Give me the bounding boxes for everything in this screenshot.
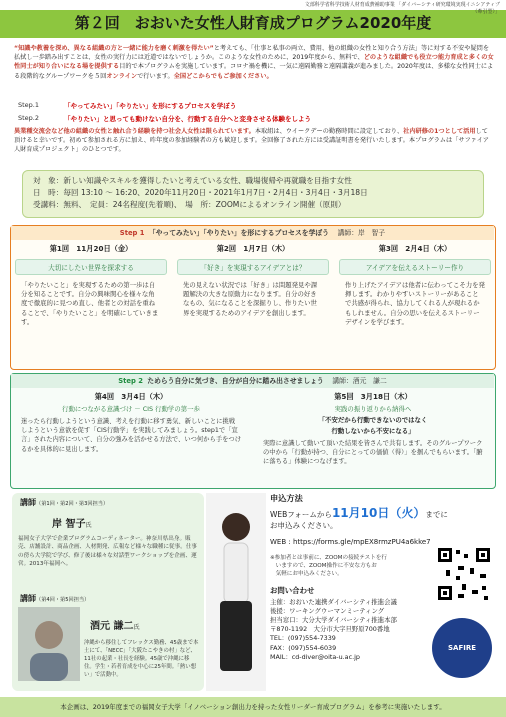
person-icon [206, 493, 266, 691]
program-description: 異業種交流会など他の組織の女性と触れ合う経験を持つ社会人女性は限られています。本取組は、ウイークデーの勤務時間に設定しており、社内研修の1つとして活用して頂けると幸いです。初めて参加される方に加え、昨年度の参加経験者の方も歓迎します。全回修了された方には受講証明書を発行いたします。本プログラムは「サファイア人財育成プロジェクト」のひとつです。 [14, 128, 489, 153]
zoom-note: ※参加者とは事前に、ZOOMの接続テストを行 いますので、ZOOM操作に不安な方もお 気軽にお申込みください。 [270, 555, 388, 578]
info-box [22, 170, 484, 218]
step1-section [10, 225, 496, 370]
footer-note: 本企画は、2019年度までの福岡女子大学「イノベーション創出力を持った女性リーダー育成プログラム」を参考に実施いたします。 [0, 697, 506, 717]
lecturer1-photo [206, 493, 266, 691]
lecturer1-bio: 福岡女子大学で企業プログラムコーディネーター。神奈川県出身。販売、店舗設計、商品企画、人材開発、広報など様々な職種に従事。仕事の傍ら大学院で学び、修了後は様々な対話型ワークショップを企画、運営。2013年福岡へ。 [18, 536, 198, 568]
apply-url-link[interactable]: WEB : https://forms.gle/mpEX8rmzPU4a6kke7 [270, 538, 431, 546]
lecturer2-name: 酒元 謙二氏 [90, 621, 140, 632]
step2-section [10, 373, 496, 489]
session-3: 第3回 2月4日（木） アイデアを伝えるストーリー作り 作り上げたアイデアは他者に伝わってこそ力を発揮します。わかりやすいストーリーがあることで共感が得られ、協力してくれる人が現れるかもしれません。自分の思いを伝えるストーリーデザインを学びます。 [339, 244, 491, 366]
safire-logo: SAFIRE [432, 618, 492, 678]
info-dates: 日 時：毎回 13:10 ～ 16:20、2020年11月20日・2021年1月7日・2月4日・3月4日・3月18日 [33, 188, 368, 197]
intro-emph-1: “知識や教養を深め、異なる組織の方と一緒に能力を磨く刺激を得たい” [14, 45, 214, 52]
lecturer2-heading: 講師（第4回・第5回担当） [20, 594, 90, 603]
apply-heading: 申込方法 [270, 493, 303, 503]
session-1: 第1回 11月20日（金） 大切にしたい世界を探求する 「やりたいこと」を実現するための第一歩は自分を知ることです。自分の興味関心を様々な角度で徹底的に見つめ直し、他者との対話を重ねることで、「やりたいこと」を明確にしていきます。 [15, 244, 167, 366]
page-title: 第２回 おおいた女性人財育成プログラム2020年度 [74, 14, 432, 32]
qr-code-icon [436, 546, 492, 602]
step1-band: Step 1 「やってみたい」「やりたい」を形にするプロセスを学ぼう 講師：岸 智子 [11, 226, 494, 240]
program-note: 文部科学省科学技術人材育成費補助事業 「ダイバーシティ研究環境実現イニシアティブ（牽引型）」 [304, 2, 500, 15]
lecturer2-bio: 沖縄から移住してフレックス勤務、45歳まで本土にて、「NECC」「大阪たこやきの村」など、11社の起業・社長を経験。45歳で沖縄に移住。学生・若者育成を中心に25年間。「熱い想い」で活動中。 [84, 640, 199, 678]
lecturer2-photo [18, 607, 80, 681]
step-summary-1: Step.1 「やってみたい」「やりたい」を形にするプロセスを学ぼう [18, 101, 237, 110]
lecturer1-name: 岸 智子氏 [52, 519, 92, 530]
session-4: 第4回 3月4日（木） 行動につながる意識づけ － CIS 行動学の第一歩 迷ったら行動しようという意識、考えを行動に移す勇気、新しいことに挑戦しようという意欲を促す「CIS行動学」を実践してみましょう。step1で「宣言」された内容について、自分の強みを活かせる方法で、いつ何から手をつけるかを具体的に見出します。 [21, 392, 242, 453]
step2-band: Step 2 ためらう自分に気づき、自分が自分に踏み出させましょう 講師：酒元 謙二 [11, 374, 494, 388]
step-summary-2: Step.2 「やりたい」と思っても動けない自分を、行動する自分へと変身させる体験をしよう [18, 114, 311, 123]
contact-heading: お問い合わせ [270, 585, 315, 595]
session-5: 第5回 3月18日（木） 実践の振り返りから納得へ 「不安だから行動できないのではなく 行動しないから不安になる」 実際に意識して動いて頂いた結果を皆さんで共有します。そのグループワークの中から「行動が持つ、自分にとっての価値（得）」を掴んでもらいます。「腑に落ちる」体験につなげます。 [263, 392, 483, 466]
person-icon [18, 607, 80, 681]
session-2: 第2回 1月7日（木） 「好き」を実現するアイデアとは？ 先の見えない状況では「好き」は問題発見や課題解決の大きな原動力になります。自分の好きなもの、気になることを深掘りし、作りたい世界を実現するためのアイデアを創出します。 [177, 244, 329, 366]
info-target: 対 象：新しい知識やスキルを獲得したいと考えている女性、職場復帰や再就職を目指す女性 [33, 176, 352, 185]
apply-section: 申込方法 WEBフォームから11月10日（火）までに お申込みください。 WEB : https://forms.gle/mpEX8rmzPU4a6kke7 ※参加者とは事前に、ZOOMの接続テストを行 いますので、ZOOM操作に不安な方もお 気軽にお申込みください。 お問い合わせ 主催：おおいた連携ダイバーシティ推進会議 後援：ワーキングウーマンミーティング 担当窓口：大分大学ダイバーシティ推進本部 〒870-1192 大分市大字旦野原700番地 TEL：(097)554-7339 FAX：(097)554-6039 MAIL：cd-diver@oita-u.ac.jp [270, 493, 498, 691]
lecturer-panel [12, 493, 204, 691]
qr-code[interactable] [436, 546, 492, 602]
contact-email-link[interactable]: MAIL：cd-diver@oita-u.ac.jp [270, 652, 360, 661]
contact-info: 主催：おおいた連携ダイバーシティ推進会議 後援：ワーキングウーマンミーティング 担当窓口：大分大学ダイバーシティ推進本部 〒870-1192 大分市大字旦野原700番地 TEL：(097)554-7339 FAX：(097)554-6039 MAIL：cd-diver@oita-u.ac.jp [270, 598, 498, 662]
apply-line: WEBフォームから11月10日（火）までに [270, 506, 448, 520]
intro-emph-2: どのような組織でも役立つ能力育成と多くの女性同士が知り合いになる場を提供する [14, 54, 494, 71]
info-fee: 受講料：無料、 定員：24名程度(先着順)、 場 所：ZOOMによるオンライン開催（原則） [33, 200, 346, 209]
intro-paragraph: “知識や教養を深め、異なる組織の方と一緒に能力を磨く刺激を得たい”と考えても、「仕事と私事の両立、費用、他の組織の女性と知り合う方法」等に対する不安や疑問を払拭し一歩踏み出すことは、女性の実行力には近道ではないでしょうか。このような女性のために、2019年度から、無料で、どのような組織でも役立つ能力育成と多くの女性同士が知り合いになる場を提供する目的で本プログラムを実施しています。コロナ禍を機に、一気に遠隔勤務と遠隔講義が進みました。2020年度は、多様な女性同士による段階的なグループワークを５回オンラインで行います。全国どこからでもご参加ください。 [14, 45, 494, 80]
deadline: 11月10日（火） [331, 506, 426, 520]
lecturer1-heading: 講師（第1回・第2回・第3回担当） [20, 498, 109, 507]
